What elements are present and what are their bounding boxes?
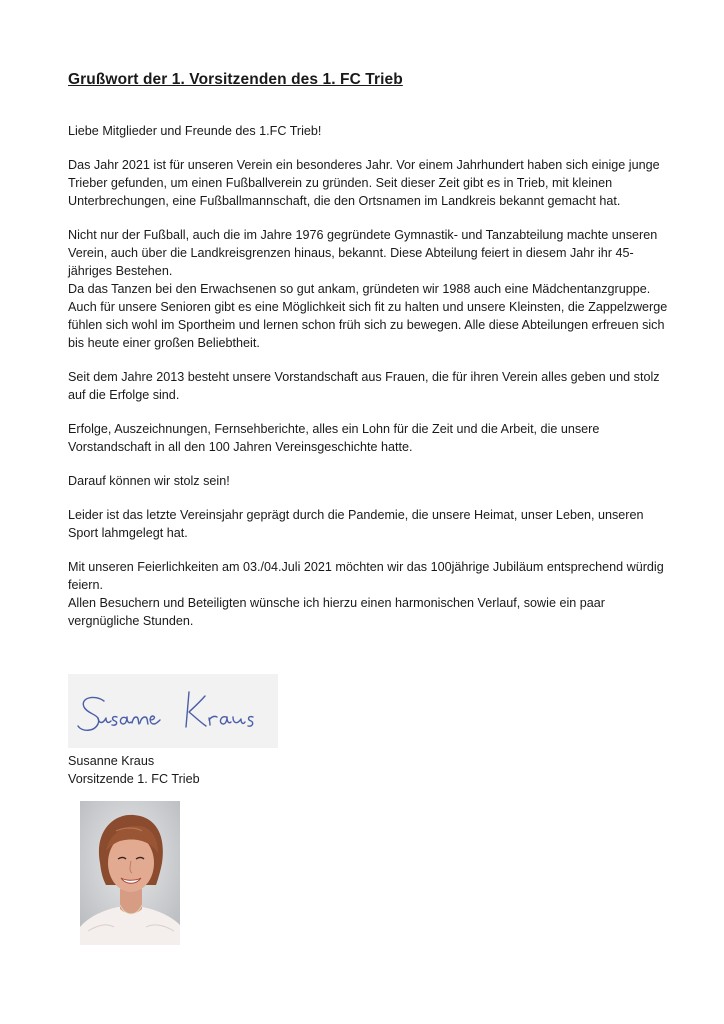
portrait-drawing	[80, 801, 180, 945]
portrait-photo	[80, 801, 180, 945]
greeting: Liebe Mitglieder und Freunde des 1.FC Trieb!	[68, 124, 322, 138]
page-title: Grußwort der 1. Vorsitzenden des 1. FC Trieb	[68, 71, 403, 88]
signature-drawing	[68, 674, 278, 748]
paragraph-wishes: Allen Besuchern und Beteiligten wünsche ich hierzu einen harmonischen Verlauf, sowie ein paar vergnügliche Stunden.	[68, 596, 605, 628]
paragraph-girls-dance-group: Da das Tanzen bei den Erwachsenen so gut ankam, gründeten wir 1988 auch eine Mädchentanzgruppe. Auch für unsere Senioren gibt es eine Möglichkeit sich fit zu halten und unsere Kleinsten, die Zappelzwerge fühlen sich wohl im Sportheim und lernen schon früh sich zu bewegen. Alle diese Abteilungen erfreuen sich bis heute einer großen Beliebtheit.	[68, 282, 668, 350]
letter-body	[68, 122, 668, 630]
paragraph-celebration: Mit unseren Feierlichkeiten am 03./04.Juli 2021 möchten wir das 100jährige Jubiläum entsprechend würdig feiern.	[68, 560, 664, 592]
signer-role: Vorsitzende 1. FC Trieb	[68, 772, 200, 786]
signer-name: Susanne Kraus	[68, 754, 155, 768]
paragraph-proud: Darauf können wir stolz sein!	[68, 474, 230, 488]
paragraph-centenary: Das Jahr 2021 ist für unseren Verein ein besonderes Jahr. Vor einem Jahrhundert haben sich einige junge Trieber gefunden, um einen Fußballverein zu gründen. Seit dieser Zeit gibt es in Trieb, mit kleinen Unterbrechungen, eine Fußballmannschaft, die den Ortsnamen im Landkreis bekannt gemacht hat.	[68, 158, 660, 208]
paragraph-achievements: Erfolge, Auszeichnungen, Fernsehberichte, alles ein Lohn für die Zeit und die Arbeit, die unsere Vorstandschaft in all den 100 Jahren Vereinsgeschichte hatte.	[68, 422, 600, 454]
paragraph-board: Seit dem Jahre 2013 besteht unsere Vorstandschaft aus Frauen, die für ihren Verein alles geben und stolz auf die Erfolge sind.	[68, 370, 660, 402]
signer-block	[68, 752, 200, 788]
paragraph-dance-department: Nicht nur der Fußball, auch die im Jahre 1976 gegründete Gymnastik- und Tanzabteilung machte unseren Verein, auch über die Landkreisgrenzen hinaus, bekannt. Diese Abteilung feiert in diesem Jahr ihr 45-jähriges Bestehen.	[68, 228, 658, 278]
handwritten-signature	[68, 674, 278, 748]
paragraph-pandemic: Leider ist das letzte Vereinsjahr geprägt durch die Pandemie, die unsere Heimat, unser Leben, unseren Sport lahmgelegt hat.	[68, 508, 644, 540]
